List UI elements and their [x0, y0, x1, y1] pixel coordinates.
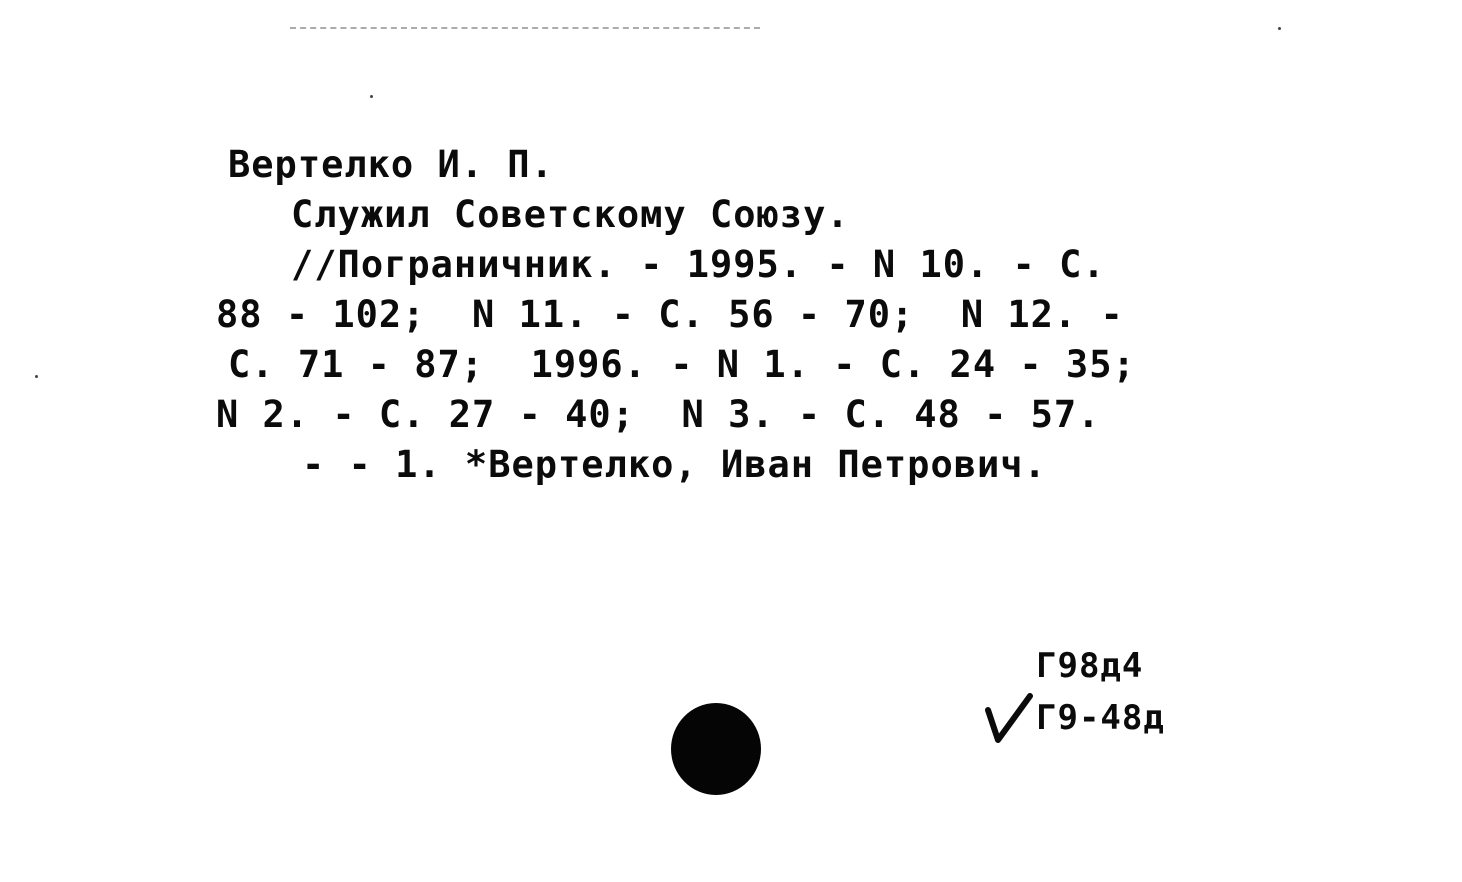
scan-artifact-dot: [1278, 27, 1281, 30]
shelf-mark: Г98д4: [1036, 646, 1144, 686]
punch-hole: [671, 703, 761, 795]
shelf-marks: [1036, 640, 1165, 744]
scan-artifact-line: [290, 27, 760, 29]
checkmark-icon: [984, 690, 1034, 746]
source-line: 88 - 102; N 11. - С. 56 - 70; N 12. -: [216, 293, 1124, 336]
source-line: N 2. - С. 27 - 40; N 3. - С. 48 - 57.: [216, 393, 1101, 436]
tracing-line: - - 1. *Вертелко, Иван Петрович.: [302, 443, 1047, 486]
shelf-mark: Г9-48д: [1036, 698, 1165, 738]
bibliographic-entry: [216, 140, 1216, 490]
work-title: Служил Советскому Союзу.: [291, 193, 850, 236]
source-line: С. 71 - 87; 1996. - N 1. - С. 24 - 35;: [228, 343, 1136, 386]
source-line: //Пограничник. - 1995. - N 10. - С.: [291, 243, 1106, 286]
scan-artifact-dot: [35, 375, 38, 378]
scan-artifact-dot: [370, 95, 373, 98]
author-heading: Вертелко И. П.: [228, 143, 554, 186]
